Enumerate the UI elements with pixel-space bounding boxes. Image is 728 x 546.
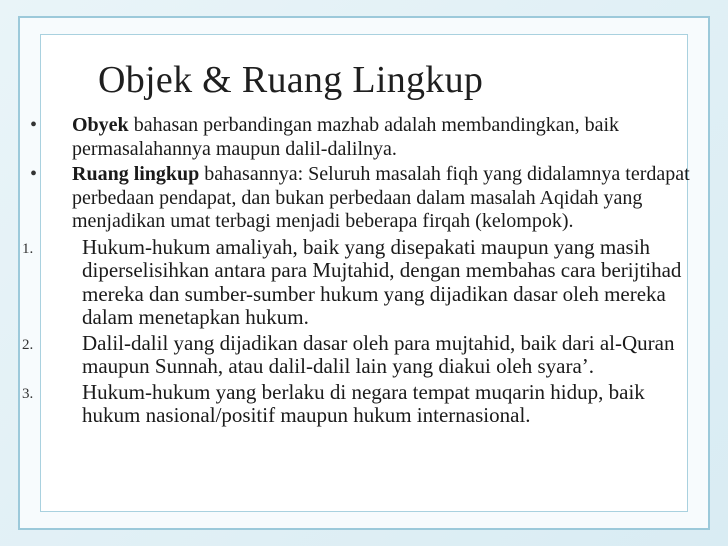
- bullet-text: bahasan perbandingan mazhab adalah membandingkan, baik permasalahannya maupun dalil-dalilnya.: [72, 114, 620, 160]
- numbered-text: Dalil-dalil yang dijadikan dasar oleh para mujtahid, baik dari al-Quran maupun Sunnah, atau dalil-dalil lain yang diakui oleh syara’.: [82, 330, 675, 378]
- item-number: 2.: [22, 336, 34, 353]
- item-number: 3.: [22, 385, 34, 402]
- numbered-text: Hukum-hukum yang berlaku di negara tempat muqarin hidup, baik hukum nasional/positif maupun hukum internasional.: [82, 379, 645, 427]
- bullet-term: Ruang lingkup: [72, 163, 200, 185]
- slide-title: Objek & Ruang Lingkup: [98, 59, 484, 101]
- bullet-text: bahasannya: Seluruh masalah fiqh yang didalamnya terdapat perbedaan pendapat, dan bukan perbedaan dalam masalah Aqidah yang menjadikan umat terbagi menjadi beberapa firqah (kelompok).: [72, 163, 690, 232]
- bullet-term: Obyek: [72, 114, 129, 136]
- numbered-item-1: [0, 236, 700, 330]
- item-number: 1.: [22, 240, 34, 257]
- bullet-item-obyek: [0, 114, 700, 161]
- slide-content: [0, 114, 700, 428]
- numbered-item-3: [0, 381, 700, 428]
- numbered-item-2: [0, 332, 700, 379]
- bullet-icon: •: [30, 163, 38, 185]
- bullet-icon: •: [30, 114, 38, 136]
- bullet-item-ruang-lingkup: [0, 163, 700, 234]
- numbered-text: Hukum-hukum amaliyah, baik yang disepakati maupun yang masih diperselisihkan antara para Mujtahid, dengan membahas cara berijtihad mereka dan sumber-sumber hukum yang dijadikan dasar oleh mereka dalam menetapkan hukum.: [82, 234, 682, 329]
